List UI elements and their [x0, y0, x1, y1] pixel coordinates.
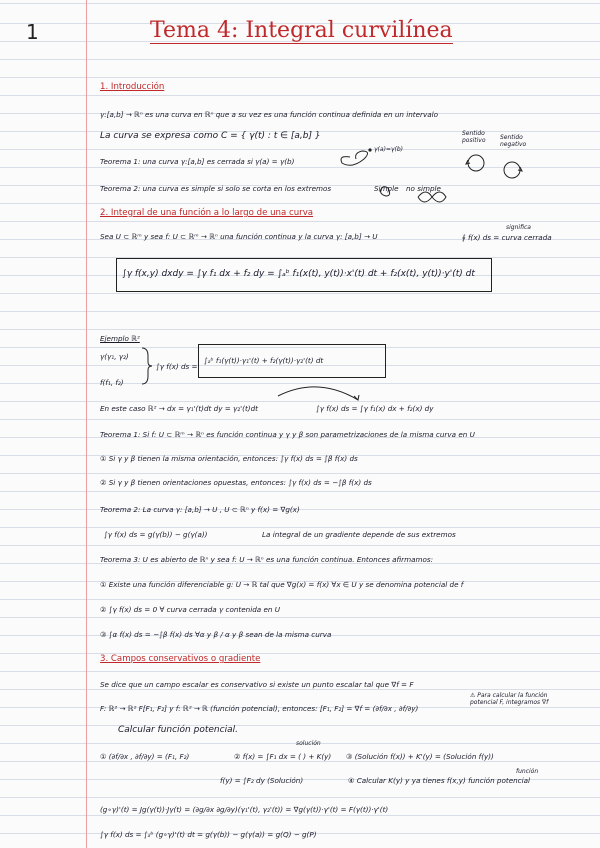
step-fy: f(y) = ∫F₂ dy (Solución) [220, 776, 304, 785]
section-3-heading: 3. Campos conservativos o gradiente [100, 654, 261, 664]
s2-item-2: ② Si γ y β tienen orientaciones opuestas, entonces: ∫γ f(x) ds = −∫β f(x) ds [100, 478, 372, 487]
integral-formula: ∫γ f(x,y) dxdy = ∫γ f₁ dx + f₂ dy = ∫ₐᵇ f₁(x(t), y(t))·x'(t) dt + f₂(x(t), y(t))·y'(t) dt [122, 269, 475, 279]
s2-teorema-2-eq: ∫γ f(x) ds = g(γ(b)) − g(γ(a)) [104, 530, 208, 539]
ejemplo-label: Ejemplo ℝ² [100, 334, 140, 343]
solucion-label: solución [296, 740, 321, 747]
curva-cerrada-note: ∮ f(x) ds = curva cerrada [462, 233, 552, 242]
s2-t3-item-3: ③ ∫α f(x) ds = −∫β f(x) ds ∀α y β / α y β sean de la misma curva [100, 630, 332, 639]
s1-line-2: La curva se expresa como C = { γ(t) : t ∈ [a,b] } [100, 131, 321, 141]
s1-teorema-1: Teorema 1: una curva γ:[a,b] es cerrada si γ(a) = γ(b) [100, 157, 295, 166]
s1-teorema-2: Teorema 2: una curva es simple si solo se corta en los extremos [100, 184, 332, 193]
sentido-negativo-label: Sentido negativo [500, 134, 527, 148]
page-title: Tema 4: Integral curvilínea [150, 18, 453, 43]
example-formula: ∫ₐᵇ f₁(γ(t))·γ₁'(t) + f₂(γ(t))·γ₂'(t) dt [204, 356, 324, 365]
s2-t3-item-1: ① Existe una función diferenciable g: U → ℝ tal que ∇g(x) = f(x) ∀x ∈ U y se denomina potencial de f [100, 580, 464, 589]
section-2-heading: 2. Integral de una función a lo largo de una curva [100, 208, 314, 218]
f-point: f(f₁, f₂) [100, 378, 124, 387]
potential-note: ⚠ Para calcular la función potencial F, integramos ∇f [470, 692, 549, 706]
step-1: ① (∂f/∂x , ∂f/∂y) = (F₁, F₂) [100, 752, 190, 761]
page-number: 1 [26, 20, 39, 44]
step-2: ② f(x) = ∫F₁ dx = ( ) + K(y) [234, 752, 332, 761]
step-4: ④ Calcular K(y) y ya tienes f(x,y) función potencial [348, 776, 531, 785]
s2-line-1: Sea U ⊂ ℝᵐ y sea f: U ⊂ ℝᵐ → ℝⁿ una función continua y la curva γ: [a,b] → U [100, 232, 378, 241]
s1-line-1: γ:[a,b] → ℝⁿ es una curva en ℝⁿ que a su vez es una función continua definida en un intervalo [100, 110, 439, 119]
s2-teorema-2-note: La integral de un gradiente depende de sus extremos [262, 530, 456, 539]
calc-heading: Calcular función potencial. [118, 725, 238, 735]
s2-teorema-2: Teorema 2: La curva γ: [a,b] → U , U ⊂ ℝⁿ y f(x) = ∇g(x) [100, 505, 300, 514]
example-integral: ∫γ f(x) ds = [156, 362, 198, 371]
no-simple-label: no simple [406, 184, 441, 193]
s2-item-1: ① Si γ y β tienen la misma orientación, entonces: ∫γ f(x) ds = ∫β f(x) ds [100, 454, 358, 463]
step-3: ③ (Solución f(x)) + K'(y) = (Solución f(y)) [346, 752, 494, 761]
sentido-positivo-label: Sentido positivo [462, 130, 486, 144]
gamma-point: γ(γ₁, γ₂) [100, 352, 129, 361]
s2-t3-item-2: ② ∫γ f(x) ds = 0 ∀ curva cerrada γ contenida en U [100, 605, 280, 614]
significa-label: significa [506, 224, 531, 231]
r2-result: ∫γ f(x) ds = ∫γ f₁(x) dx + f₂(x) dy [316, 404, 434, 413]
s3-line-2: F: ℝ² → ℝ² F[F₁, F₂] y f: ℝ² → ℝ (función potencial), entonces: [F₁, F₂] = ∇f = (∂f/∂x , ∂f/∂y) [100, 704, 419, 713]
section-1-heading: 1. Introducción [100, 82, 165, 92]
simple-label: Simple [374, 184, 399, 193]
s3-line-1: Se dice que un campo escalar es conservativo si existe un punto escalar tal que ∇f = F [100, 680, 414, 689]
chain-rule: (g∘γ)'(t) = Jg(γ(t))·Jγ(t) = (∂g/∂x ∂g/∂y)(γ₁'(t), γ₂'(t)) = ∇g(γ(t))·γ'(t) = F(γ(t))·γ'(t) [100, 805, 389, 814]
s2-teorema-1: Teorema 1: Si f: U ⊂ ℝᵐ → ℝⁿ es función continua y γ y β son parametrizaciones de la misma curva en U [100, 430, 475, 439]
s2-teorema-3: Teorema 3: U es abierto de ℝⁿ y sea f: U → ℝⁿ es una función continua. Entonces afirmamos: [100, 555, 434, 564]
loop-label: γ(a)=γ(b) [374, 146, 403, 153]
funcion-label: función [516, 768, 539, 775]
r2-case: En este caso ℝ² → dx = γ₁'(t)dt dy = γ₂'(t)dt [100, 404, 258, 413]
final-result: ∫γ f(x) ds = ∫ₐᵇ (g∘γ)'(t) dt = g(γ(b)) − g(γ(a)) = g(Q) − g(P) [100, 830, 317, 839]
